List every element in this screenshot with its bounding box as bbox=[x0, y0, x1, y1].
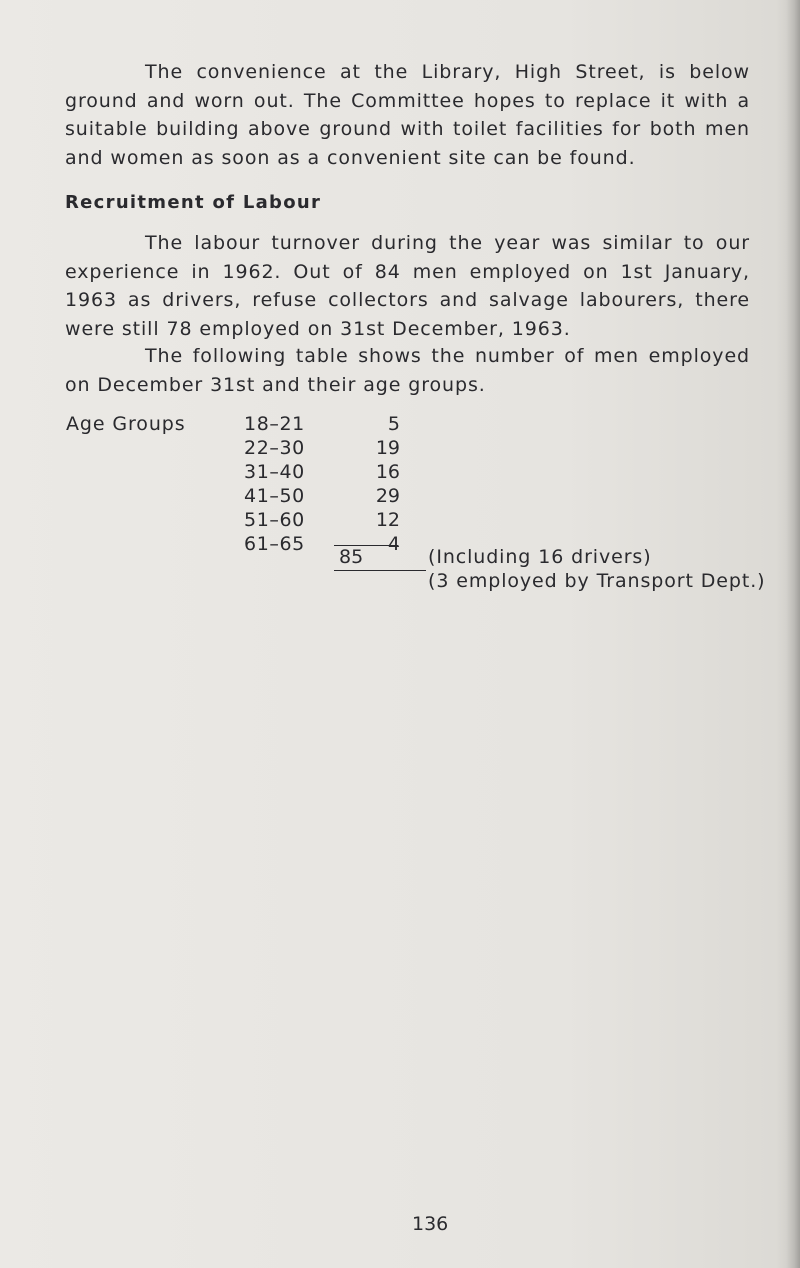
employee-count: 29 bbox=[375, 485, 400, 507]
employee-count: 5 bbox=[387, 413, 400, 435]
total-count: 85 bbox=[339, 546, 364, 568]
employee-count: 19 bbox=[375, 437, 400, 459]
table-row bbox=[244, 437, 444, 461]
employee-count: 16 bbox=[375, 461, 400, 483]
age-range: 41–50 bbox=[244, 485, 305, 507]
employee-count: 12 bbox=[375, 509, 400, 531]
age-range: 51–60 bbox=[244, 509, 305, 531]
age-range: 31–40 bbox=[244, 461, 305, 483]
table-row bbox=[244, 509, 444, 533]
age-range: 18–21 bbox=[244, 413, 305, 435]
paragraph-convenience: The convenience at the Library, High Street, is below ground and worn out. The Committee hopes to replace it with a suitable building above ground with toilet facilities for both men and women as soon as a convenient site can be found. bbox=[65, 61, 750, 169]
section-heading-recruitment: Recruitment of Labour bbox=[65, 192, 322, 213]
paragraph-labour-turnover: The labour turnover during the year was similar to our experience in 1962. Out of 84 men employed on 1st January, 1963 as drivers, refuse collectors and salvage labourers, there were still 78 employed on 31st December, 1963. bbox=[65, 232, 750, 340]
age-range: 22–30 bbox=[244, 437, 305, 459]
page-edge-shadow bbox=[786, 0, 800, 1268]
paragraph-table-intro: The following table shows the number of men employed on December 31st and their age groups. bbox=[65, 345, 750, 396]
note-including-drivers: (Including 16 drivers) bbox=[428, 546, 652, 568]
age-range: 61–65 bbox=[244, 533, 305, 555]
page-number: 136 bbox=[412, 1213, 449, 1235]
table-row bbox=[244, 413, 444, 437]
total-rule-below bbox=[334, 570, 426, 571]
table-row bbox=[244, 461, 444, 485]
table-row bbox=[244, 485, 444, 509]
note-transport-dept: (3 employed by Transport Dept.) bbox=[428, 570, 766, 592]
age-groups-label: Age Groups bbox=[66, 413, 186, 435]
employee-count: 4 bbox=[387, 533, 400, 555]
